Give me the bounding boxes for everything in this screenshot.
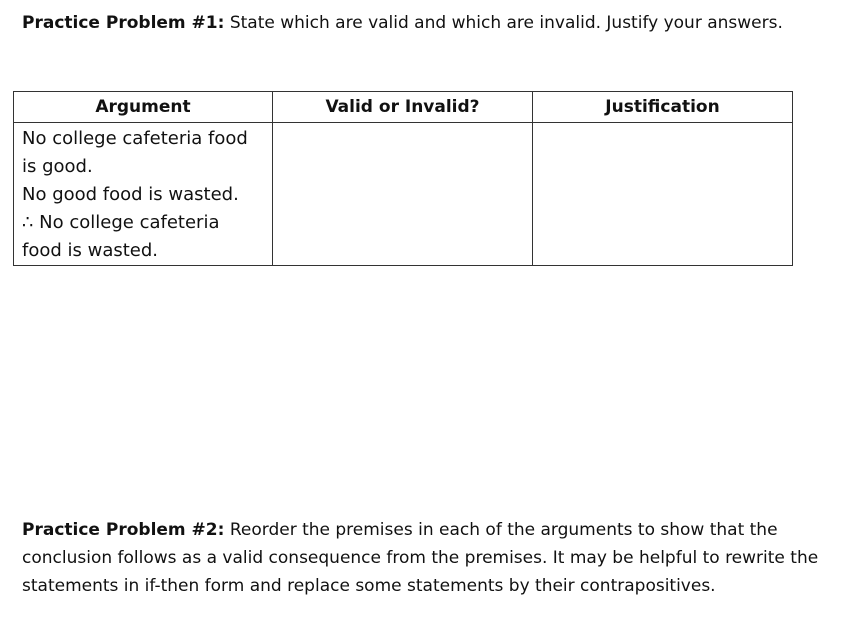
header-argument: Argument xyxy=(14,92,273,123)
problem-2-heading: Practice Problem #2: xyxy=(22,520,225,540)
problem-1-heading: Practice Problem #1: xyxy=(22,13,225,33)
problem-1-text: State which are valid and which are invalid. Justify your answers. xyxy=(224,13,783,33)
argument-line: food is wasted. xyxy=(22,240,159,261)
argument-cell xyxy=(14,123,273,266)
argument-table xyxy=(13,91,793,266)
argument-line: No college cafeteria food xyxy=(22,128,248,149)
argument-line: is good. xyxy=(22,156,93,177)
argument-line: No good food is wasted. xyxy=(22,184,239,205)
problem-1-instructions xyxy=(22,8,822,38)
argument-line: ∴ No college cafeteria xyxy=(22,212,220,233)
table-row xyxy=(14,123,793,266)
problem-2-text: Reorder the premises in each of the arguments to show that the conclusion follows as a valid consequence from the premises. It may be helpful to rewrite the statements in if-then form and replace some statements by their contrapositives. xyxy=(22,520,819,596)
header-justification: Justification xyxy=(533,92,793,123)
valid-or-invalid-cell[interactable] xyxy=(273,123,533,266)
table-header-row xyxy=(14,92,793,123)
header-valid-or-invalid: Valid or Invalid? xyxy=(273,92,533,123)
justification-cell[interactable] xyxy=(533,123,793,266)
problem-2-instructions xyxy=(22,516,832,600)
